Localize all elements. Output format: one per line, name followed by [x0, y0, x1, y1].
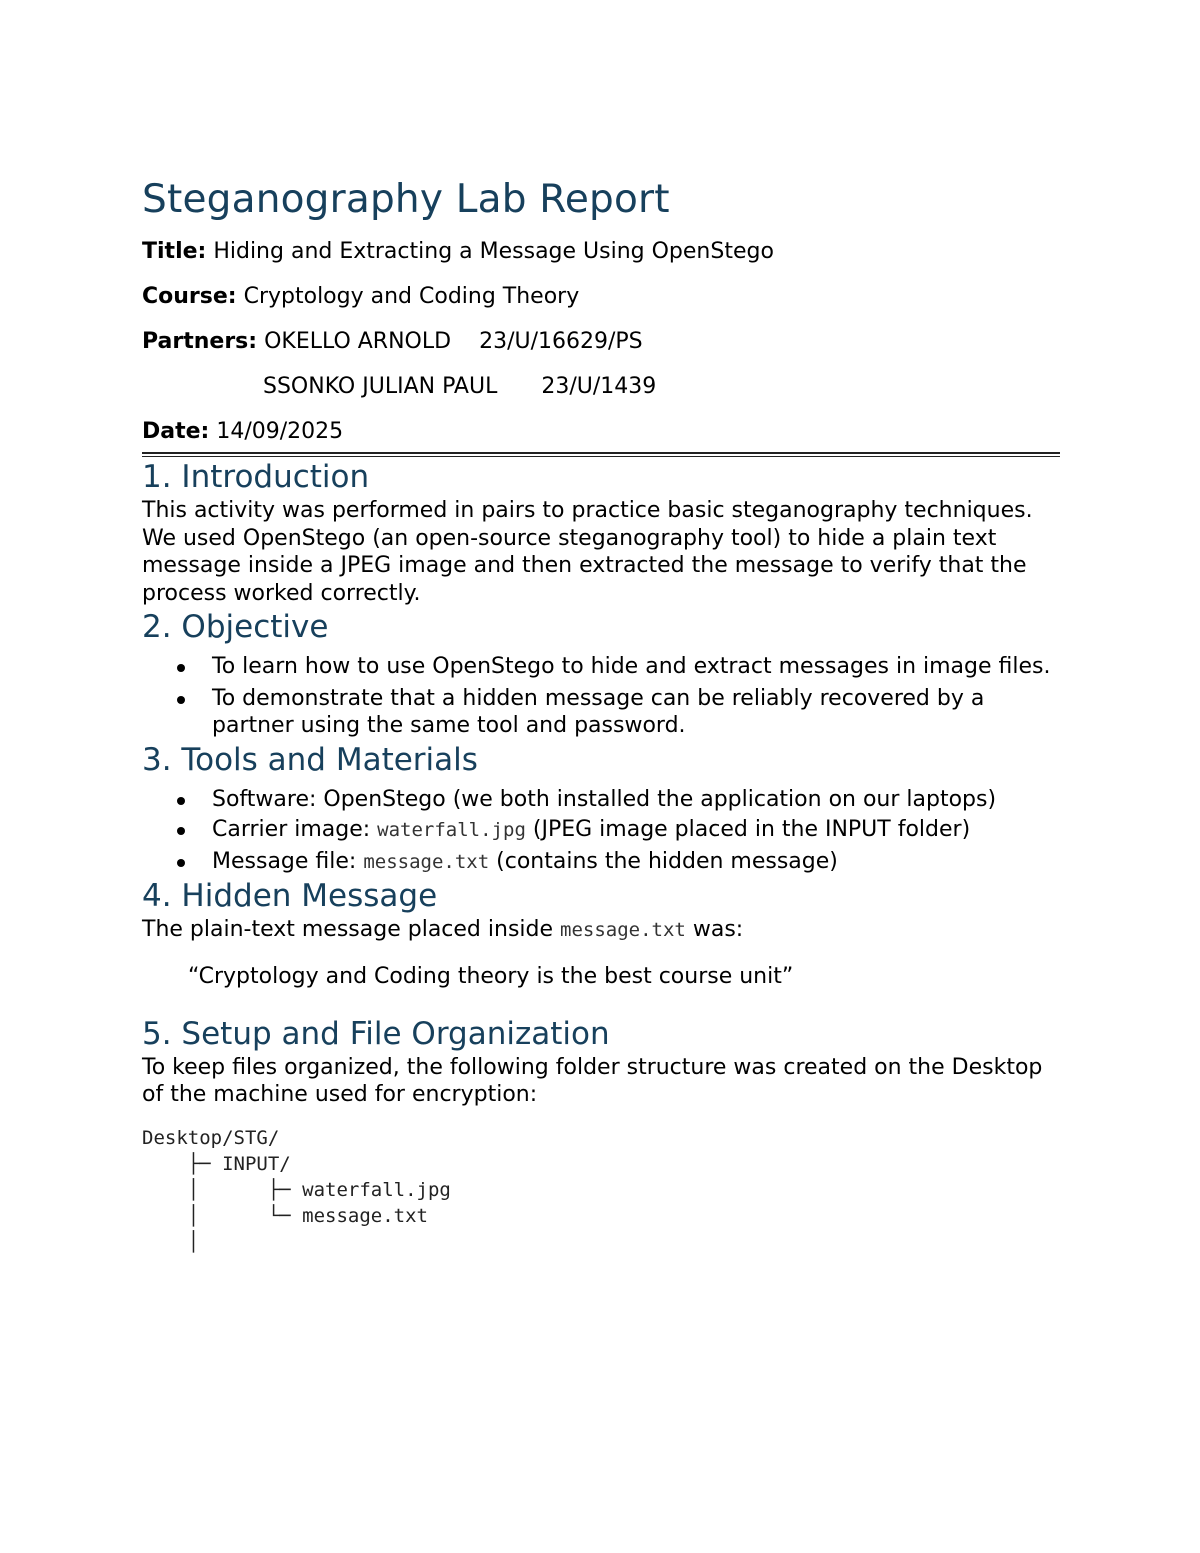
meta-course-value: Cryptology and Coding Theory	[243, 284, 580, 309]
introduction-paragraph: This activity was performed in pairs to practice basic steganography techniques. We used OpenStego (an open-source steganography tool) to hide a plain text message inside a JPEG image and then extracted the message to verify that the process worked correctly.	[142, 498, 1033, 606]
section-heading-objective: 2. Objective	[142, 609, 329, 645]
meta-title	[142, 237, 1060, 267]
list-item	[142, 816, 1060, 845]
meta-title-value: Hiding and Extracting a Message Using OpenStego	[213, 239, 774, 264]
meta-date	[142, 417, 1060, 447]
carrier-suffix: (JPEG image placed in the INPUT folder)	[525, 817, 971, 842]
objective-list	[142, 653, 1060, 740]
section-heading-hidden-message: 4. Hidden Message	[142, 878, 438, 914]
meta-course-label: Course:	[142, 284, 237, 309]
tree-line: │	[142, 1230, 200, 1253]
objective-item-text: To learn how to use OpenStego to hide and extract messages in image files.	[212, 654, 1051, 679]
partner1-name: OKELLO ARNOLD	[264, 329, 452, 354]
list-item	[142, 848, 1060, 877]
section-heading-tools: 3. Tools and Materials	[142, 741, 478, 778]
bullet-icon	[177, 827, 185, 835]
list-item	[142, 786, 1060, 814]
partner2-name: SSONKO JULIAN PAUL	[263, 374, 498, 399]
bullet-icon	[177, 797, 185, 805]
list-item	[142, 653, 1060, 681]
bullet-icon	[177, 664, 185, 672]
bullet-icon	[177, 859, 185, 867]
meta-partners-label: Partners:	[142, 329, 258, 354]
meta-course	[142, 282, 1060, 312]
partner1-id: 23/U/16629/PS	[479, 329, 643, 354]
meta-date-value: 14/09/2025	[216, 419, 344, 444]
carrier-prefix: Carrier image:	[212, 817, 378, 842]
tools-list	[142, 786, 1060, 877]
message-suffix: (contains the hidden message)	[489, 848, 838, 874]
hidden-intro-prefix: The plain-text message placed inside	[142, 917, 561, 942]
tree-line: │ └─ message.txt	[142, 1204, 428, 1227]
list-item	[142, 685, 1060, 740]
objective-item-text: To demonstrate that a hidden message can be reliably recovered by a partner using the same tool and password.	[212, 685, 985, 738]
carrier-filename: waterfall.jpg	[377, 819, 526, 841]
document-content	[142, 172, 1060, 1255]
meta-partners	[142, 327, 1060, 357]
tree-line: ├─ INPUT/	[142, 1152, 291, 1175]
document-title: Steganography Lab Report	[142, 177, 670, 222]
section-heading-introduction: 1. Introduction	[142, 459, 370, 495]
hidden-intro-suffix: was:	[685, 917, 744, 942]
message-prefix: Message file:	[212, 848, 364, 874]
hidden-message-intro	[142, 916, 1060, 945]
section-heading-setup: 5. Setup and File Organization	[142, 1015, 610, 1052]
hidden-intro-filename: message.txt	[560, 919, 686, 941]
message-filename: message.txt	[363, 850, 490, 873]
meta-title-label: Title:	[142, 239, 207, 264]
folder-tree	[142, 1125, 1060, 1255]
setup-paragraph: To keep files organized, the following folder structure was created on the Desktop of the machine used for encryption:	[142, 1054, 1043, 1107]
meta-date-label: Date:	[142, 419, 210, 444]
hidden-message-quote: “Cryptology and Coding theory is the best course unit”	[188, 963, 794, 989]
meta-partner2	[142, 372, 1060, 402]
tools-software: Software: OpenStego (we both installed the application on our laptops)	[212, 786, 997, 812]
partner2-id: 23/U/1439	[541, 374, 657, 399]
bullet-icon	[177, 696, 185, 704]
tree-line: Desktop/STG/	[142, 1126, 280, 1149]
tree-line: │ ├─ waterfall.jpg	[142, 1178, 451, 1201]
